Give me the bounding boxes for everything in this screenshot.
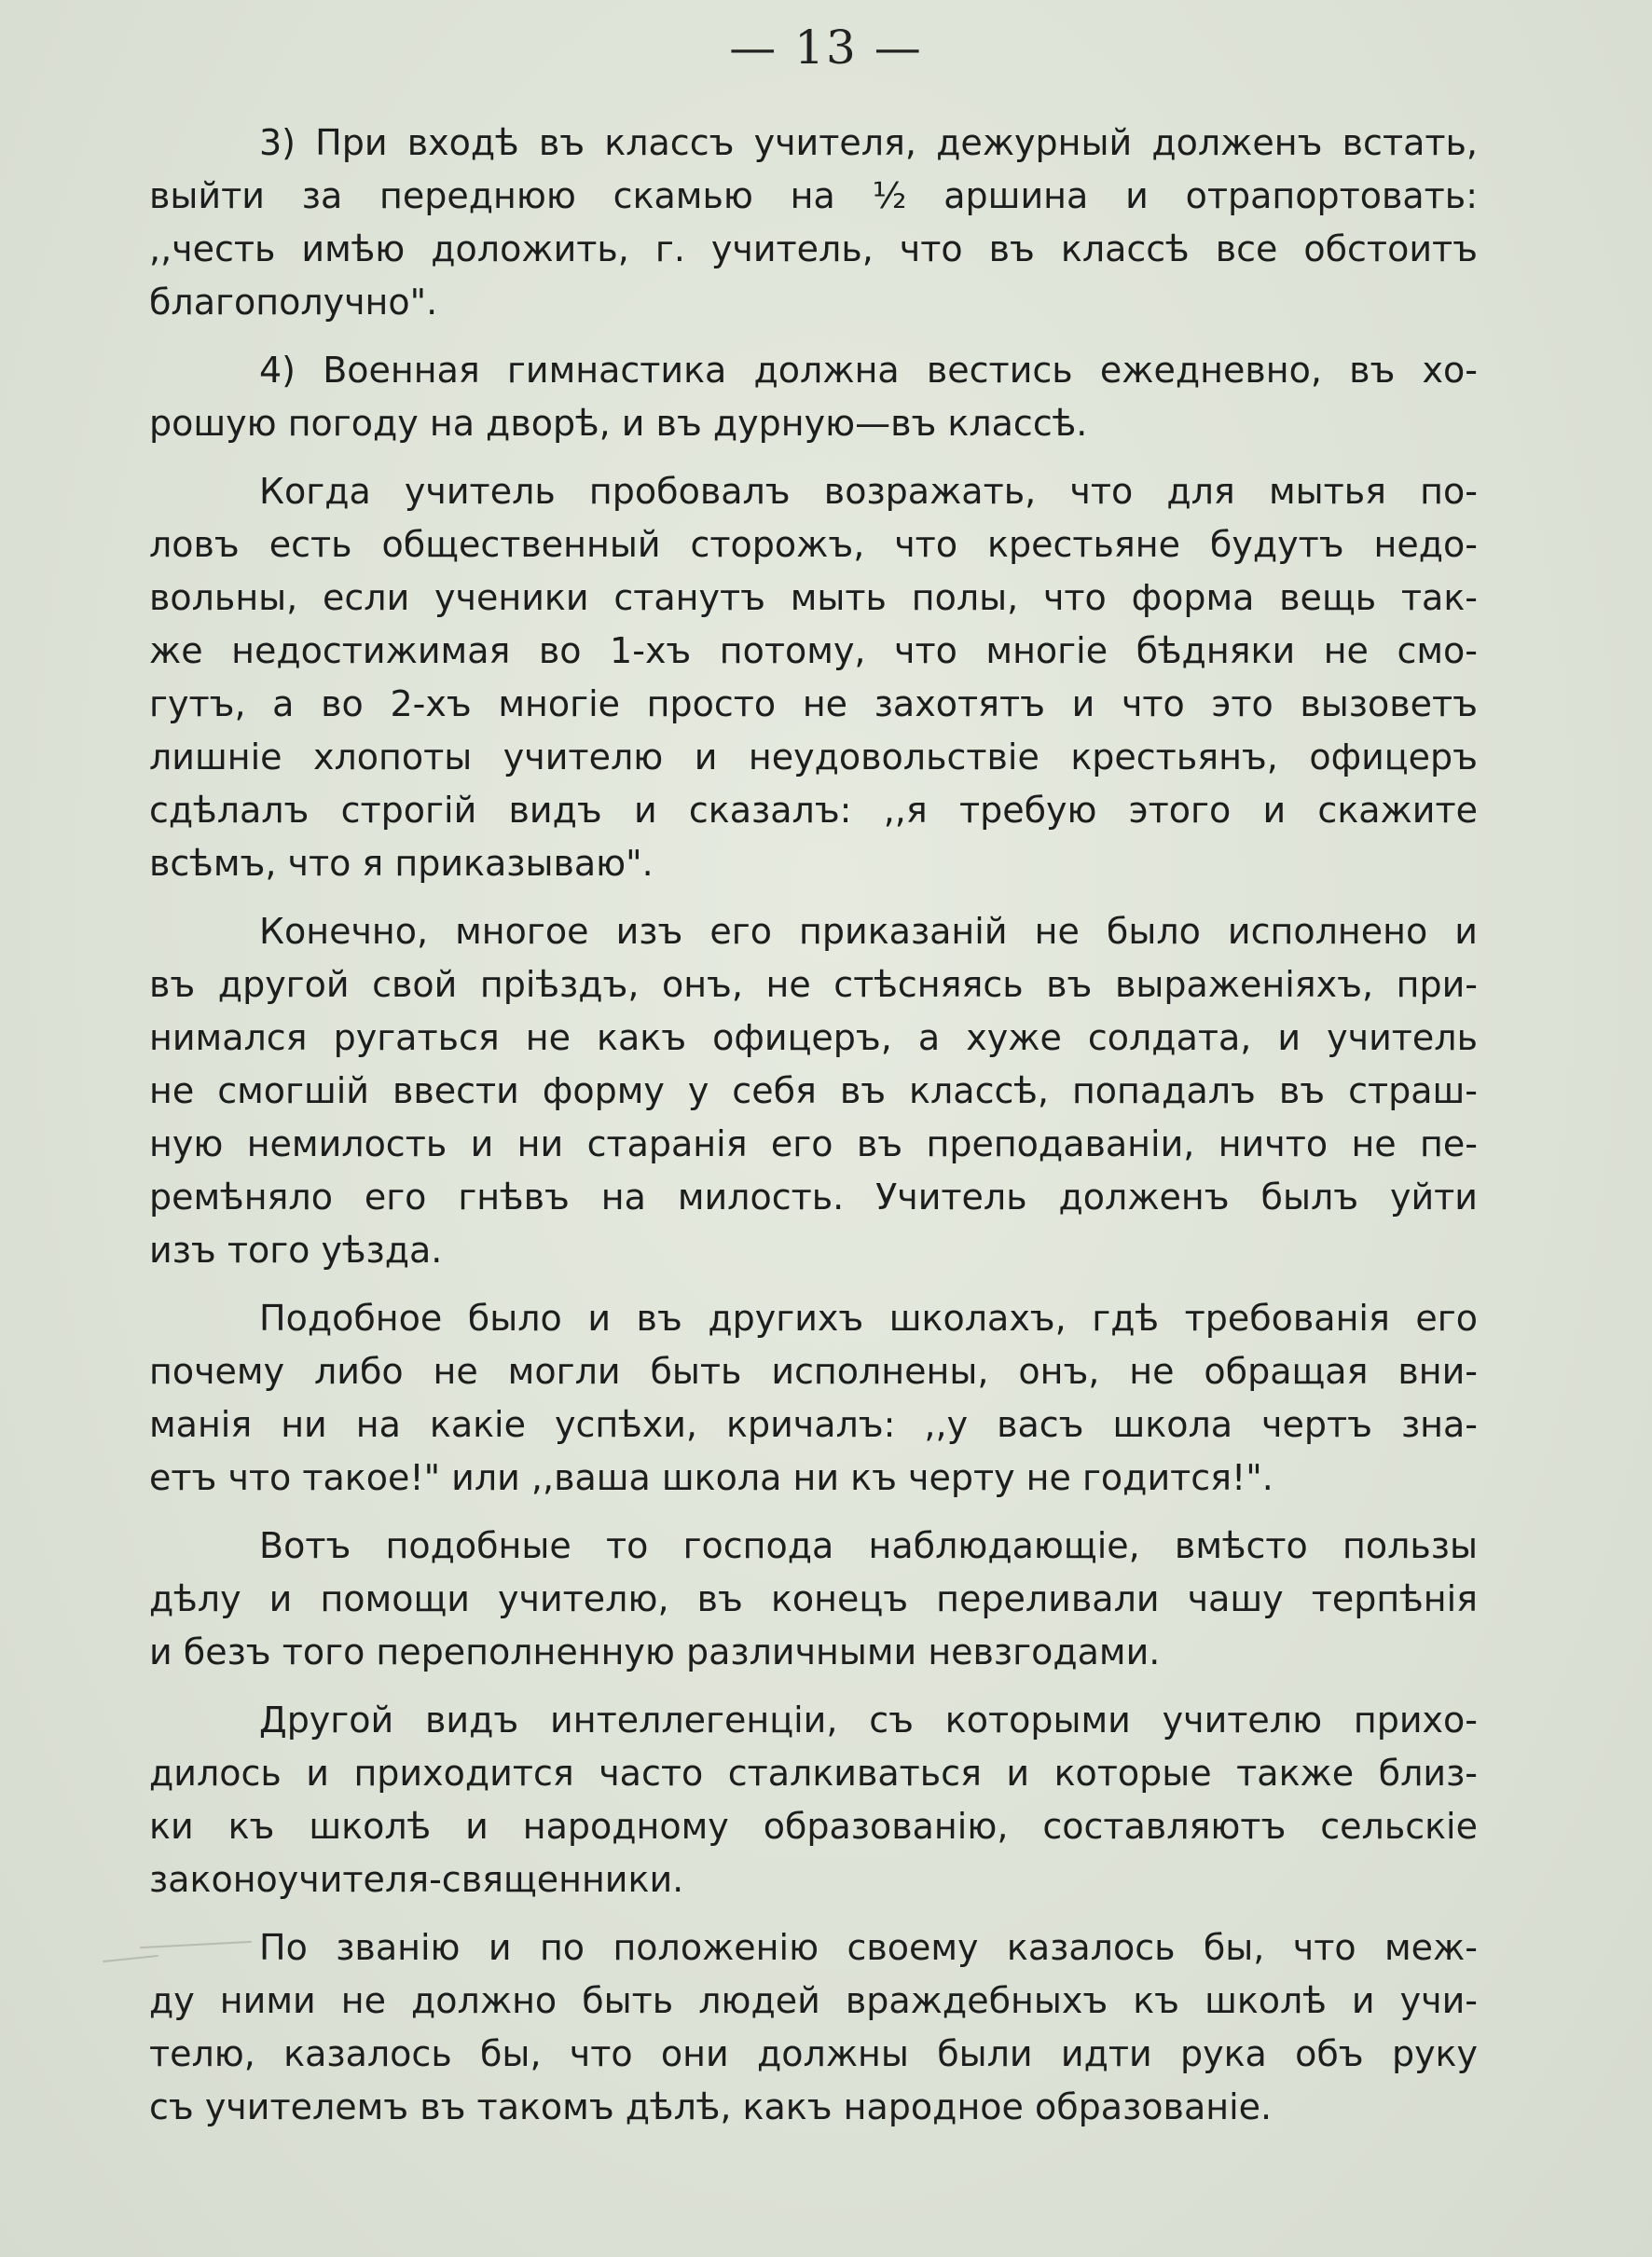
text-line: изъ того уѣзда.	[149, 1230, 443, 1271]
text-line: же недостижимая во 1-хъ потому, что многіе бѣдняки не смо-	[149, 630, 1478, 671]
text-line: вольны, если ученики станутъ мыть полы, что форма вещь так-	[149, 577, 1478, 618]
text-line: Вотъ подобные то господа наблюдающіе, вмѣсто пользы	[259, 1525, 1478, 1566]
paragraph	[149, 1694, 1478, 1906]
text-line: лишніе хлопоты учителю и неудовольствіе крестьянъ, офицеръ	[149, 736, 1478, 778]
text-line: съ учителемъ въ такомъ дѣлѣ, какъ народное образованіе.	[149, 2086, 1273, 2127]
text-line: нимался ругаться не какъ офицеръ, а хуже солдата, и учитель	[149, 1017, 1478, 1058]
paragraph	[149, 905, 1478, 1277]
text-line: ,,честь имѣю доложить, г. учитель, что въ классѣ все обстоитъ	[149, 228, 1478, 269]
text-line: всѣмъ, что я приказываю".	[149, 843, 654, 884]
paragraph	[149, 1921, 1478, 2134]
paragraph	[149, 465, 1478, 890]
text-line: ловъ есть общественный сторожъ, что крестьяне будутъ недо-	[149, 524, 1478, 565]
text-line: дѣлу и помощи учителю, въ конецъ переливали чашу терпѣнія	[149, 1578, 1478, 1619]
text-line: благополучно".	[149, 282, 438, 323]
text-line: 3) При входѣ въ классъ учителя, дежурный долженъ встать,	[259, 122, 1478, 163]
text-line: етъ что такое!" или ,,ваша школа ни къ черту не годится!".	[149, 1457, 1273, 1498]
text-line: Подобное было и въ другихъ школахъ, гдѣ требованія его	[259, 1298, 1478, 1339]
page-number: — 13 —	[729, 21, 923, 75]
text-line: выйти за переднюю скамью на ½ аршина и отрапортовать:	[149, 175, 1478, 216]
text-line: 4) Военная гимнастика должна вестись ежедневно, въ хо-	[259, 350, 1478, 391]
page-text	[149, 117, 1478, 2149]
text-line: и безъ того переполненную различными невзгодами.	[149, 1631, 1161, 1672]
paragraph	[149, 1292, 1478, 1505]
text-line: не смогшій ввести форму у себя въ классѣ, попадалъ въ страш-	[149, 1070, 1478, 1111]
text-line: почему либо не могли быть исполнены, онъ, не обращая вни-	[149, 1351, 1478, 1392]
text-line: Другой видъ интеллегенціи, съ которыми учителю прихо-	[259, 1700, 1478, 1741]
text-line: По званію и по положенію своему казалось бы, что меж-	[259, 1927, 1478, 1968]
text-line: телю, казалось бы, что они должны были идти рука объ руку	[149, 2033, 1478, 2074]
text-line: гутъ, а во 2-хъ многіе просто не захотятъ и что это вызоветъ	[149, 683, 1478, 724]
text-line: въ другой свой пріѣздъ, онъ, не стѣсняясь въ выраженіяхъ, при-	[149, 964, 1478, 1005]
text-line: сдѣлалъ строгій видъ и сказалъ: ,,я требую этого и скажите	[149, 790, 1478, 831]
paragraph	[149, 1520, 1478, 1679]
text-line: рошую погоду на дворѣ, и въ дурную—въ классѣ.	[149, 403, 1088, 444]
text-line: дилось и приходится часто сталкиваться и которые также близ-	[149, 1753, 1478, 1794]
paragraph	[149, 117, 1478, 329]
paragraph	[149, 344, 1478, 450]
text-line: Когда учитель пробовалъ возражать, что для мытья по-	[259, 471, 1478, 512]
text-line: ду ними не должно быть людей враждебныхъ къ школѣ и учи-	[149, 1980, 1478, 2021]
text-line: ную немилость и ни старанія его въ преподаваніи, ничто не пе-	[149, 1123, 1478, 1164]
text-line: манія ни на какіе успѣхи, кричалъ: ,,у васъ школа чертъ зна-	[149, 1404, 1478, 1445]
text-line: Конечно, многое изъ его приказаній не было исполнено и	[259, 911, 1478, 952]
text-line: ремѣняло его гнѣвъ на милость. Учитель долженъ былъ уйти	[149, 1177, 1478, 1218]
text-line: ки къ школѣ и народному образованію, составляютъ сельскіе	[149, 1806, 1478, 1847]
text-line: законоучителя-священники.	[149, 1859, 684, 1900]
